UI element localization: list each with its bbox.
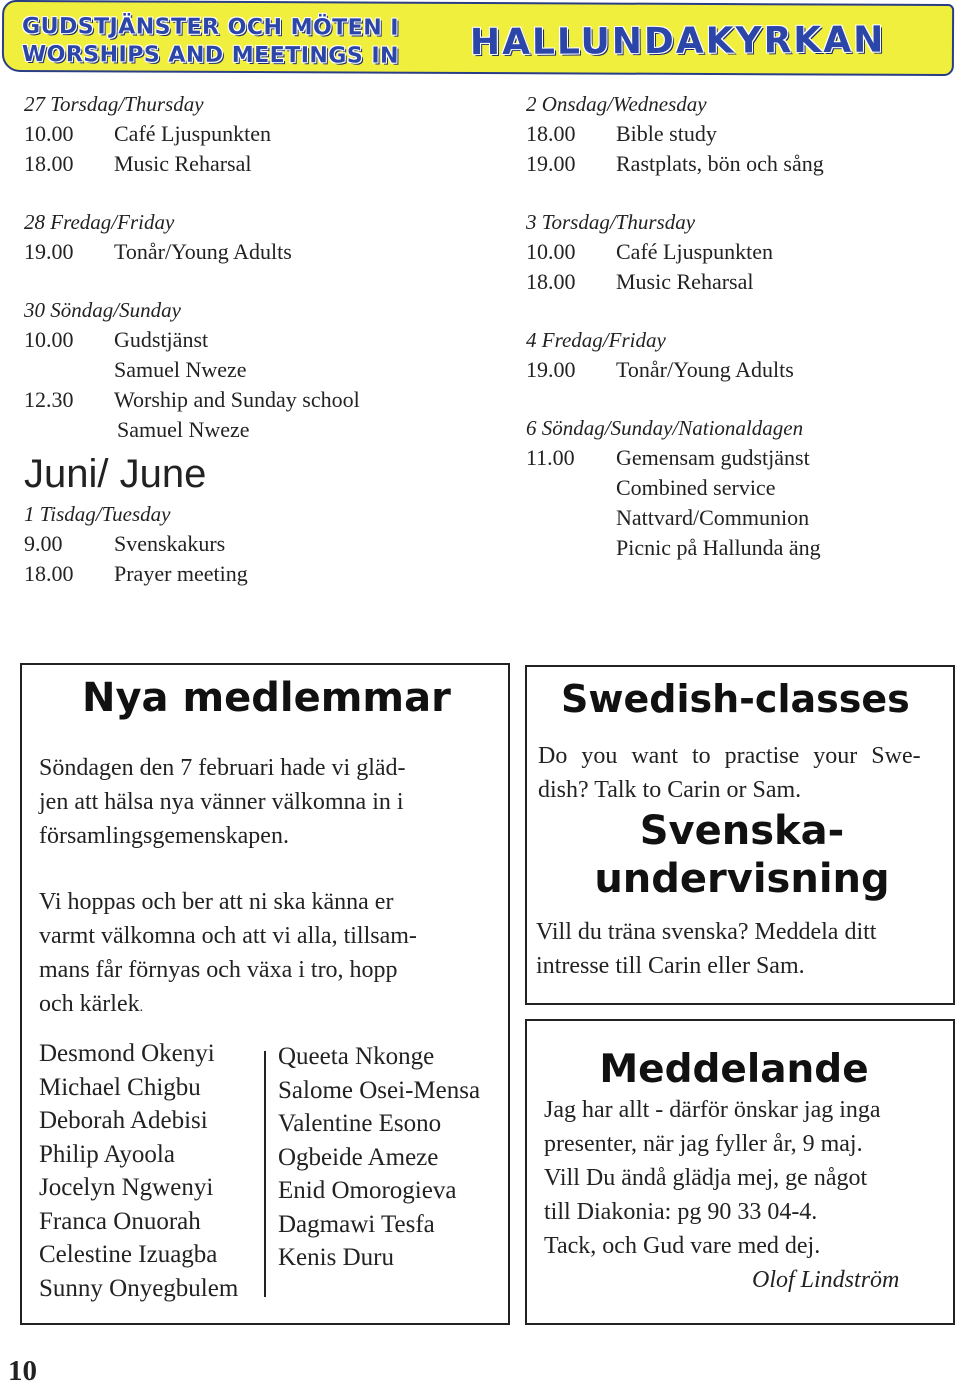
schedule-event-detail: Combined service [616,475,776,500]
swedish-paragraph-2 [536,915,950,983]
schedule-event-detail: Nattvard/Communion [616,505,810,530]
names-left-column [39,1037,264,1305]
text-line: Tack, och Gud vare med dej. [544,1233,821,1259]
member-name: Deborah Adebisi [39,1107,208,1134]
schedule-event-detail: Samuel Nweze [114,357,247,382]
schedule-day: 6 Söndag/Sunday/Nationaldagen [526,416,804,440]
schedule-time: 18.00 [526,121,576,146]
schedule-row [24,355,494,385]
schedule-event: Bible study [616,121,717,146]
member-name: Dagmawi Tesfa [278,1210,435,1238]
schedule-row [526,355,946,385]
schedule-row [526,533,946,563]
schedule-row [24,325,494,355]
schedule-event: Gemensam gudstjänst [616,445,810,470]
text-span: Do you want to practise your Swe- [538,743,921,769]
announcement-signature: Olof Lindström [752,1267,900,1293]
schedule-time: 10.00 [24,121,74,146]
text-line: Vill Du ändå glädja mej, ge något [544,1165,868,1191]
text-line: Jag har allt - därför önskar jag inga [544,1097,881,1123]
schedule-event: Tonår/Young Adults [114,239,292,264]
text-span: . [139,1000,144,1015]
member-name: Valentine Esono [278,1110,442,1137]
schedule-event: Prayer meeting [114,561,248,586]
text-line: intresse till Carin eller Sam. [536,953,805,979]
new-members-paragraph-2 [39,885,499,1025]
text-line: presenter, när jag fyller år, 9 maj. [544,1131,863,1157]
announcement-box [525,1019,955,1325]
banner-line-1: GUDSTJÄNSTER OCH MÖTEN I [21,14,400,41]
text-line: Vi hoppas och ber att ni ska känna er [39,889,394,915]
member-name: Michael Chigbu [39,1073,201,1101]
schedule-time: 18.00 [526,269,576,294]
member-name: Philip Ayoola [39,1140,175,1168]
banner-line-2: WORSHIPS AND MEETINGS IN [21,42,400,69]
names-divider [264,1051,266,1297]
schedule-event-detail: Samuel Nweze [117,417,250,442]
schedule-row [526,443,946,473]
schedule-time: 10.00 [24,327,74,352]
member-name: Desmond Okenyi [39,1040,215,1067]
text-line: Söndagen den 7 februari hade vi gläd- [39,755,406,781]
schedule-event: Worship and Sunday school [114,387,360,412]
new-members-title: Nya medlemmar [82,675,451,721]
announcement-text [544,1093,944,1297]
swedish-paragraph-1 [538,739,952,807]
text-line [39,987,499,1025]
schedule-time: 18.00 [24,561,74,586]
title-line: undervisning [594,856,890,902]
member-name: Salome Osei-Mensa [278,1076,481,1104]
schedule-row [526,267,946,297]
left-schedule [24,89,494,589]
member-name: Ogbeide Ameze [278,1143,439,1171]
schedule-row [526,149,946,179]
schedule-row [24,559,494,589]
member-name: Jocelyn Ngwenyi [39,1174,214,1201]
schedule-time: 11.00 [526,445,575,470]
page-number: 10 [8,1355,37,1387]
schedule-row [526,237,946,267]
schedule-time: 10.00 [526,239,576,264]
schedule-time: 12.30 [24,387,74,412]
schedule-day: 30 Söndag/Sunday [24,298,181,322]
text-line: till Diakonia: pg 90 33 04-4. [544,1199,818,1225]
new-members-paragraph-1 [39,751,499,853]
text-line: Vill du träna svenska? Meddela ditt [536,919,877,945]
swedish-classes-title: Swedish-classes [561,677,910,721]
schedule-time: 19.00 [24,239,74,264]
schedule-row [24,385,494,415]
schedule-day: 28 Fredag/Friday [24,210,175,234]
text-line: mans får förnyas och växa i tro, hopp [39,957,398,983]
text-line: varmt välkomna och att vi alla, tillsam- [39,923,417,949]
text-line: församlingsgemenskapen. [39,823,289,849]
member-name: Franca Onuorah [39,1207,201,1235]
schedule-row [24,529,494,559]
banner-church-name: HALLUNDAKYRKAN [469,19,886,64]
schedule-row [24,415,494,445]
schedule-event: Gudstjänst [114,327,209,352]
schedule-row [526,119,946,149]
schedule-event: Music Reharsal [616,269,754,294]
schedule-time: 19.00 [526,151,576,176]
schedule-time: 9.00 [24,531,63,556]
announcement-title: Meddelande [599,1047,869,1092]
schedule-row [526,503,946,533]
names-right-column [278,1040,503,1275]
schedule-day: 3 Torsdag/Thursday [526,210,696,234]
month-heading: Juni/ June [24,452,207,496]
member-name: Celestine Izuagba [39,1241,218,1268]
member-name: Enid Omorogieva [278,1177,457,1204]
member-name: Sunny Onyegbulem [39,1274,239,1302]
text-line: dish? Talk to Carin or Sam. [538,777,802,803]
right-schedule [526,89,946,563]
schedule-event: Café Ljuspunkten [616,239,774,264]
schedule-row [24,119,494,149]
new-members-box [20,663,510,1325]
schedule-event-detail: Picnic på Hallunda äng [616,535,821,560]
schedule-time: 19.00 [526,357,576,382]
schedule-event: Café Ljuspunkten [114,121,272,146]
schedule-day: 2 Onsdag/Wednesday [526,92,707,116]
text-line [538,739,952,773]
schedule-row [24,149,494,179]
title-line: Svenska- [639,808,845,854]
schedule-event: Music Reharsal [114,151,252,176]
schedule-event: Rastplats, bön och sång [616,151,824,176]
schedule-time: 18.00 [24,151,74,176]
swedish-classes-box [525,665,955,1005]
text-line: jen att hälsa nya vänner välkomna in i [39,789,404,815]
schedule-day: 27 Torsdag/Thursday [24,92,204,116]
svenska-undervisning-title [527,807,957,903]
member-name: Queeta Nkonge [278,1043,435,1070]
schedule-day: 4 Fredag/Friday [526,328,666,352]
schedule-row [24,237,494,267]
schedule-day: 1 Tisdag/Tuesday [24,502,171,526]
schedule-event: Tonår/Young Adults [616,357,794,382]
member-name: Kenis Duru [278,1244,394,1271]
header-banner [2,0,954,76]
schedule-row [526,473,946,503]
schedule-event: Svenskakurs [114,531,226,556]
text-span: och kärlek [39,991,140,1017]
